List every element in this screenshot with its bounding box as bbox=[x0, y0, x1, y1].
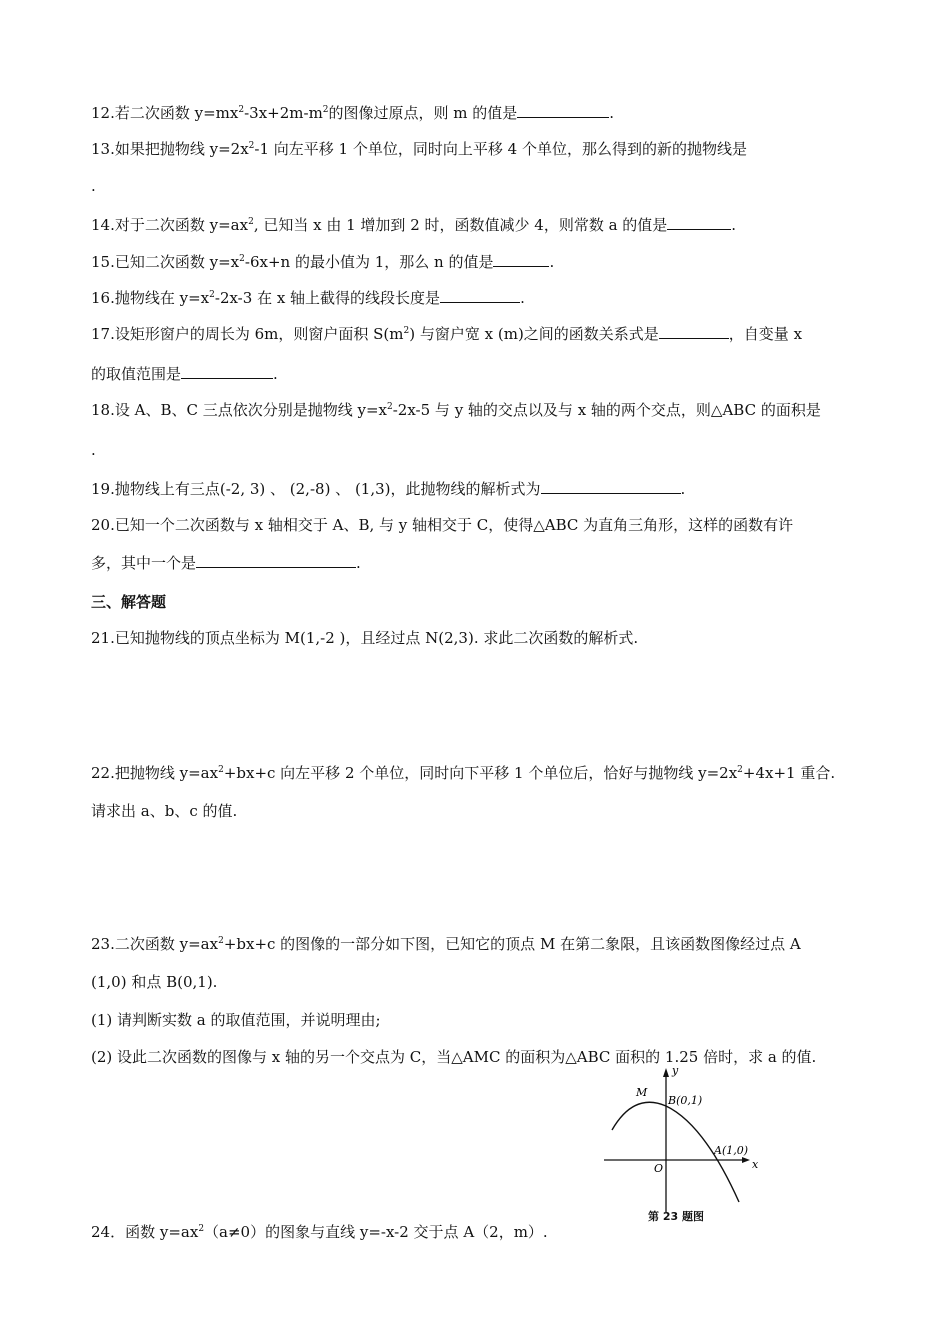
question-17: 17.设矩形窗户的周长为 6m，则窗户面积 $S(m^2)$ 与窗户宽 x (m)之间的函数关系式是 ，自变量 x bbox=[91, 325, 803, 343]
question-12: 12.若二次函数 $y=mx^2-3x+2m-m^2$的图像过原点，则 m 的值是 . bbox=[91, 104, 615, 122]
question-23: 23.二次函数 $y=ax^2+bx+c$ 的图像的一部分如下图，已知它的顶点 M 在第二象限，且该函数图像经过点 A bbox=[91, 935, 801, 953]
answer-blank[interactable] bbox=[196, 553, 356, 568]
question-18: 18.设 A、B、C 三点依次分别是抛物线 $y=x^2-2x-5$ 与 y 轴的交点以及与 x 轴的两个交点，则△ABC 的面积是 bbox=[91, 401, 821, 419]
y-axis-label: y bbox=[672, 1064, 679, 1077]
question-22: 22.把抛物线 $y=ax^2+bx+c$ 向左平移 2 个单位，同时向下平移 1 个单位后，恰好与抛物线 $y=2x^2+4x+1$ 重合. bbox=[91, 764, 836, 782]
question-21: 21.已知抛物线的顶点坐标为 M(1,-2 )，且经过点 N(2,3). 求此二次函数的解析式. bbox=[91, 629, 639, 647]
answer-blank[interactable] bbox=[659, 324, 729, 339]
answer-blank[interactable] bbox=[541, 479, 681, 494]
question-17-line2: 的取值范围是 . bbox=[91, 365, 278, 383]
question-19: 19.抛物线上有三点(-2, 3) 、 (2,-8) 、 (1,3)，此抛物线的解析式为 . bbox=[91, 480, 686, 498]
question-18-end: . bbox=[91, 441, 96, 459]
question-15: 15.已知二次函数 $y=x^2-6x+n$ 的最小值为 1，那么 n 的值是 . bbox=[91, 253, 555, 271]
question-24: 24．函数 $y=ax^2(a\ne 0)$的图象与直线 y=-x-2 交于点 A（2，m）. bbox=[91, 1223, 548, 1241]
question-16: 16.抛物线在 $y=x^2-2x-3$ 在 x 轴上截得的线段长度是 . bbox=[91, 289, 525, 307]
question-20: 20.已知一个二次函数与 x 轴相交于 A、B, 与 y 轴相交于 C，使得△ABC 为直角三角形，这样的函数有许 bbox=[91, 516, 794, 534]
origin-label: O bbox=[654, 1162, 664, 1175]
question-14: 14.对于二次函数 $y=ax^2$, 已知当 x 由 1 增加到 2 时，函数值减少 4，则常数 a 的值是 . bbox=[91, 216, 737, 234]
answer-blank[interactable] bbox=[493, 252, 549, 267]
x-axis-arrow bbox=[742, 1157, 750, 1163]
answer-blank[interactable] bbox=[440, 288, 520, 303]
question-20-line2: 多，其中一个是 . bbox=[91, 554, 361, 572]
section-heading: 三、解答题 bbox=[91, 593, 167, 611]
point-a-label: A(1,0) bbox=[714, 1144, 749, 1157]
question-13: 13.如果把抛物线 $y=2x^2-1$ 向左平移 1 个单位，同时向上平移 4 个单位，那么得到的新的抛物线是 bbox=[91, 140, 747, 158]
question-23-line2: (1,0) 和点 B(0,1). bbox=[91, 973, 218, 991]
answer-blank[interactable] bbox=[667, 215, 731, 230]
answer-blank[interactable] bbox=[517, 103, 609, 118]
parabola-figure bbox=[604, 1062, 774, 1224]
vertex-label: M bbox=[636, 1086, 648, 1099]
figure-caption: 第 23 题图 bbox=[648, 1210, 704, 1223]
x-axis-label: x bbox=[752, 1158, 759, 1171]
question-23-part1: (1) 请判断实数 a 的取值范围，并说明理由; bbox=[91, 1011, 381, 1029]
y-axis-arrow bbox=[663, 1068, 669, 1077]
question-22-line2: 请求出 a、b、c 的值. bbox=[91, 802, 238, 820]
question-13-end: . bbox=[91, 177, 96, 195]
point-b-label: B(0,1) bbox=[668, 1094, 703, 1107]
answer-blank[interactable] bbox=[181, 364, 273, 379]
question-23-part2: (2) 设此二次函数的图像与 x 轴的另一个交点为 C，当△AMC 的面积为△ABC 面积的 1.25 倍时，求 a 的值. bbox=[91, 1048, 817, 1066]
